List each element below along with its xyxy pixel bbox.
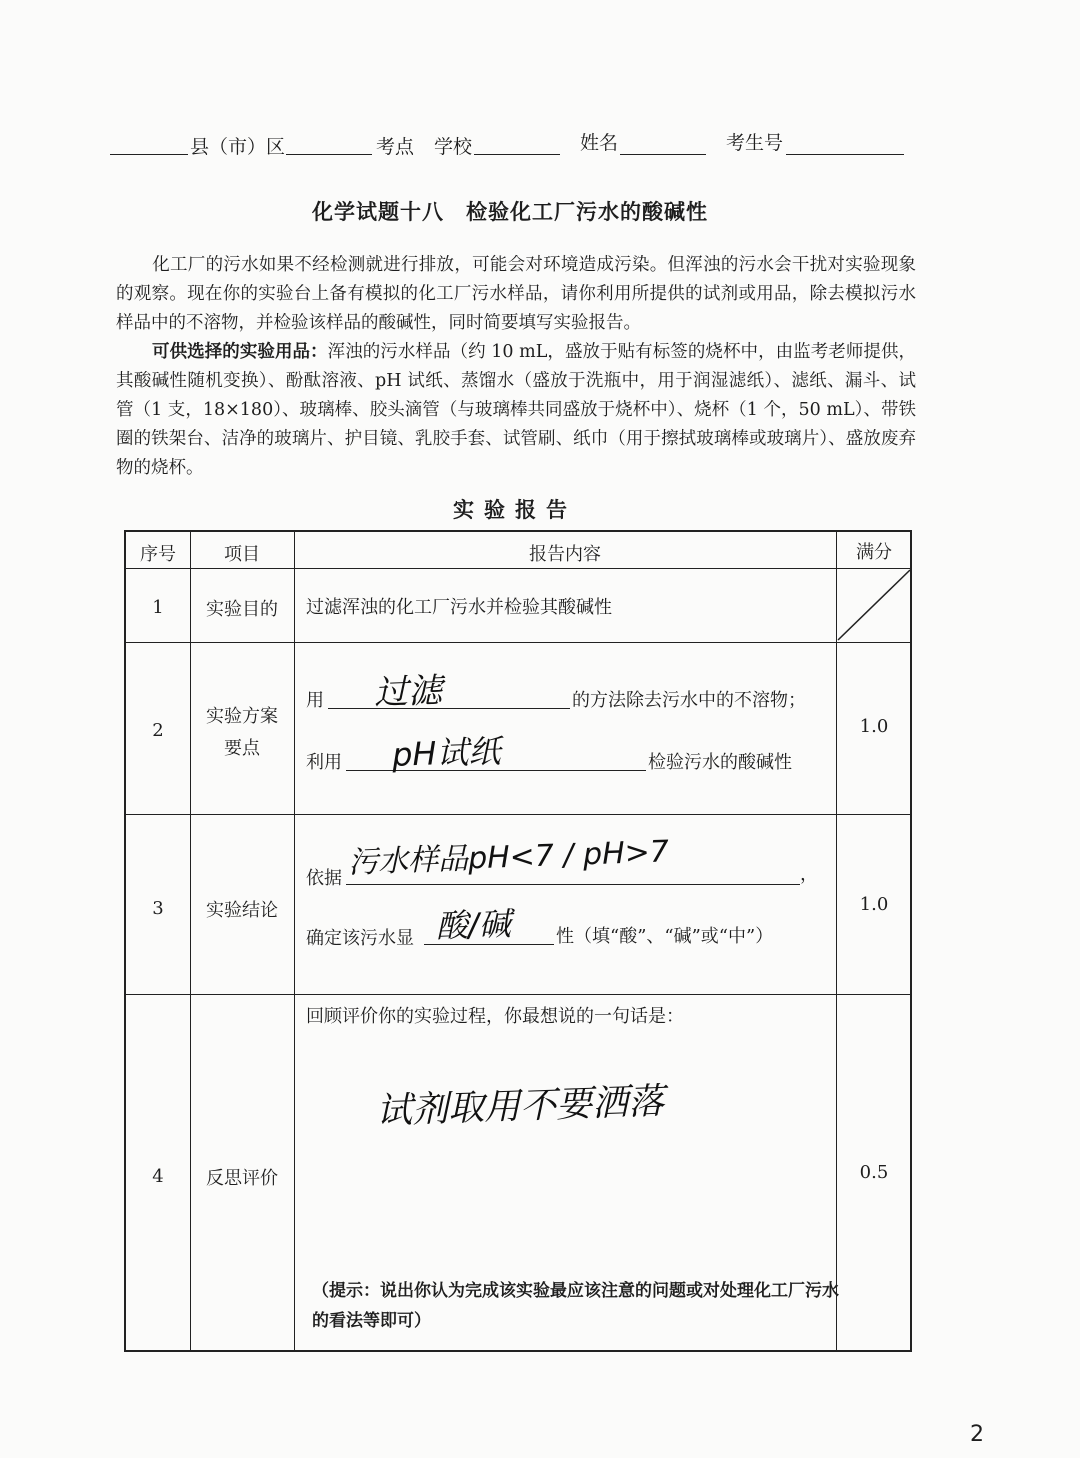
school-blank[interactable] bbox=[474, 154, 560, 155]
row3-answer2: 酸/碱 bbox=[435, 904, 512, 946]
exam-number-label: 考生号 bbox=[726, 132, 784, 154]
row3-answer1: 污水样品pH<7 / pH>7 bbox=[347, 834, 670, 881]
row2-blank1[interactable] bbox=[328, 708, 570, 709]
row3-pre2: 确定该污水显 bbox=[306, 928, 414, 949]
col-divider bbox=[190, 532, 191, 1350]
supplies-text: 浑浊的污水样品（约 10 mL，盛放于贴有标签的烧杯中，由监考老师提供，其酸碱性随机变换）、酚酞溶液、pH 试纸、蒸馏水（盛放于洗瓶中，用于润湿滤纸）、滤纸、漏斗、试管（1 支，18×180）、玻璃棒、胶头滴管（与玻璃棒共同盛放于烧杯中）、烧杯（1 个，50 mL）、带铁圈的铁架台、洁净的玻璃片、护目镜、乳胶手套、试管刷、纸巾（用于擦拭玻璃棒或玻璃片）、盛放废弃物的烧杯。 bbox=[116, 342, 917, 478]
row2-answer2: pH试纸 bbox=[391, 732, 502, 774]
row2-pre2: 利用 bbox=[306, 752, 342, 773]
school-label: 学校 bbox=[434, 136, 473, 158]
exam-site-blank[interactable] bbox=[286, 154, 372, 155]
row4-item: 反思评价 bbox=[206, 1168, 278, 1189]
row1-item: 实验目的 bbox=[206, 599, 278, 620]
name-label: 姓名 bbox=[580, 132, 619, 154]
row2-item-line1: 实验方案 bbox=[206, 706, 278, 727]
row2-post2: 检验污水的酸碱性 bbox=[648, 752, 792, 773]
row3-score: 1.0 bbox=[859, 894, 889, 915]
intro-text: 化工厂的污水如果不经检测就进行排放，可能会对环境造成污染。但浑浊的污水会干扰对实验现象的观察。现在你的实验台上备有模拟的化工厂污水样品，请你利用所提供的试剂或用品，除去模拟污水样品中的不溶物，并检验该样品的酸碱性，同时简要填写实验报告。 bbox=[116, 255, 916, 333]
name-blank[interactable] bbox=[620, 154, 706, 155]
county-blank[interactable] bbox=[110, 154, 188, 155]
col-divider bbox=[836, 532, 837, 1350]
report-table bbox=[124, 530, 912, 1352]
row4-no: 4 bbox=[152, 1166, 164, 1187]
row2-score: 1.0 bbox=[859, 716, 889, 737]
row3-post1: ， bbox=[800, 864, 818, 885]
row1-content: 过滤浑浊的化工厂污水并检验其酸碱性 bbox=[306, 597, 612, 618]
exam-number-blank[interactable] bbox=[786, 154, 904, 155]
score-diagonal bbox=[836, 568, 912, 642]
header-score: 满分 bbox=[856, 542, 892, 563]
row2-item-line2: 要点 bbox=[224, 738, 260, 759]
row4-hint: （提示：说出你认为完成该实验最应该注意的问题或对处理化工厂污水的看法等即可） bbox=[312, 1281, 839, 1331]
row4-prompt: 回顾评价你的实验过程，你最想说的一句话是： bbox=[306, 1006, 684, 1027]
col-divider bbox=[294, 532, 295, 1350]
row3-pre1: 依据 bbox=[306, 868, 342, 889]
row2-pre1: 用 bbox=[306, 690, 324, 711]
header-content: 报告内容 bbox=[529, 544, 601, 565]
row4-answer: 试剂取用不要洒落 bbox=[375, 1080, 665, 1133]
intro-paragraph bbox=[116, 251, 916, 338]
row1-no: 1 bbox=[152, 597, 164, 618]
row-divider bbox=[126, 568, 910, 569]
row2-post1: 的方法除去污水中的不溶物； bbox=[572, 690, 806, 711]
supplies-label: 可供选择的实验用品： bbox=[152, 342, 328, 362]
row3-item: 实验结论 bbox=[206, 900, 278, 921]
report-title: 实验报告 bbox=[453, 497, 577, 522]
row3-no: 3 bbox=[152, 898, 164, 919]
candidate-info-line bbox=[110, 130, 910, 164]
row3-blank1[interactable] bbox=[346, 884, 800, 885]
row-divider bbox=[126, 814, 910, 815]
row3-post2: 性（填“酸”、“碱”或“中”） bbox=[556, 926, 774, 947]
header-no: 序号 bbox=[140, 544, 176, 565]
exam-site-label: 考点 bbox=[376, 136, 415, 158]
row4-score: 0.5 bbox=[859, 1162, 889, 1183]
county-label: 县（市）区 bbox=[190, 136, 286, 158]
row-divider bbox=[126, 994, 910, 995]
row2-answer1: 过滤 bbox=[373, 670, 443, 714]
row-divider bbox=[126, 642, 910, 643]
header-item: 项目 bbox=[224, 544, 260, 565]
page-title: 化学试题十八 检验化工厂污水的酸碱性 bbox=[312, 199, 708, 224]
page-number: 2 bbox=[970, 1422, 984, 1447]
supplies-paragraph bbox=[116, 338, 916, 483]
row2-no: 2 bbox=[152, 720, 164, 741]
